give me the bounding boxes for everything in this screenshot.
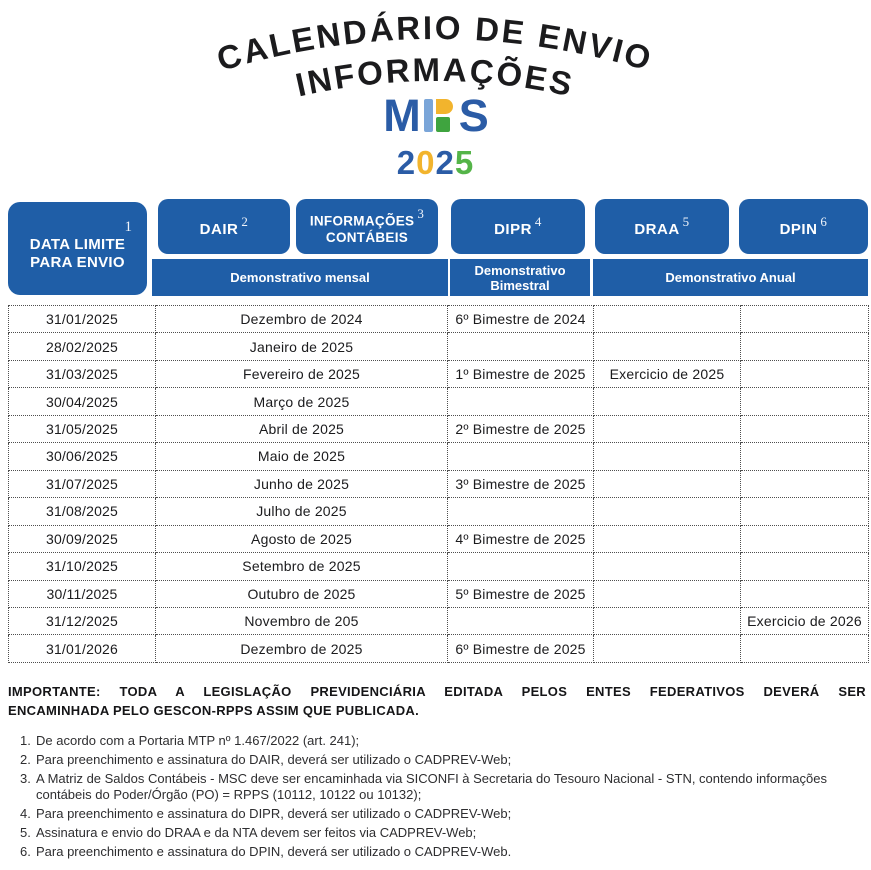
column-header-data-limite (8, 202, 147, 295)
table-row (9, 607, 869, 634)
footnote-6 (20, 844, 865, 860)
footnote-text: Para preenchimento e assinatura do DPIN, deverá ser utilizado o CADPREV-Web. (36, 843, 512, 859)
table-row (9, 470, 869, 497)
cell-date: 31/03/2025 (9, 360, 156, 387)
logo-p-glyph (424, 99, 455, 132)
column-header-label: DPIN $^6$ (779, 213, 828, 238)
footnote-ref-3: 3 (417, 205, 425, 221)
footnote-text: Assinatura e envio do DRAA e da NTA devem ser feitos via CADPREV-Web; (36, 824, 477, 840)
cell-mensal: Outubro de 2025 (156, 580, 448, 607)
column-header-informacoes-contabeis (296, 199, 438, 254)
table-row (9, 635, 869, 663)
important-notice (8, 682, 866, 720)
cell-mensal: Dezembro de 2025 (156, 635, 448, 663)
footnote-4 (20, 806, 865, 822)
year-digit: 5 (454, 144, 475, 181)
cell-dpin (741, 360, 869, 387)
table-row (9, 443, 869, 470)
column-header-label-line1: INFORMAÇÕES $^3$ (309, 205, 425, 229)
cell-draa: Exercicio de 2025 (594, 360, 741, 387)
cell-dipr (448, 553, 594, 580)
cell-dipr (448, 443, 594, 470)
cell-mensal: Abril de 2025 (156, 415, 448, 442)
footnote-ref-4: 4 (534, 213, 542, 229)
cell-draa (594, 580, 741, 607)
calendar-table (8, 305, 869, 663)
footnote-number: 6. (20, 843, 31, 859)
cell-dpin (741, 388, 869, 415)
cell-dipr: 5º Bimestre de 2025 (448, 580, 594, 607)
cell-dpin (741, 525, 869, 552)
cell-dpin: Exercicio de 2026 (741, 607, 869, 634)
cell-dipr: 3º Bimestre de 2025 (448, 470, 594, 497)
cell-dpin (741, 443, 869, 470)
cell-date: 31/07/2025 (9, 470, 156, 497)
footnote-ref-2: 2 (241, 213, 249, 229)
table-row (9, 360, 869, 387)
cell-draa (594, 553, 741, 580)
column-header-label: DAIR $^2$ (199, 213, 249, 238)
cell-dpin (741, 580, 869, 607)
band-demonstrativo-mensal: Demonstrativo mensal (152, 259, 448, 296)
cell-dpin (741, 470, 869, 497)
footnote-number: 2. (20, 752, 31, 767)
column-header-dipr (451, 199, 585, 254)
important-line1: IMPORTANTE: TODA A LEGISLAÇÃO PREVIDENCIÁRIA EDITADA PELOS ENTES FEDERATIVOS DEVERÁ SER (8, 684, 866, 699)
footnote-ref-1: 1 (124, 219, 132, 235)
cell-date: 30/04/2025 (9, 388, 156, 415)
footnote-1 (20, 733, 865, 749)
year-2025 (0, 144, 871, 182)
cell-mensal: Julho de 2025 (156, 498, 448, 525)
cell-draa (594, 415, 741, 442)
footnote-ref-6: 6 (820, 213, 828, 229)
title-line2: INFORMAÇÕES (292, 50, 578, 104)
table-row (9, 525, 869, 552)
cell-date: 30/09/2025 (9, 525, 156, 552)
cell-mensal: Setembro de 2025 (156, 553, 448, 580)
footnote-2 (20, 752, 865, 768)
table-row (9, 415, 869, 442)
cell-dipr (448, 498, 594, 525)
band-demonstrativo-anual: Demonstrativo Anual (593, 259, 868, 296)
cell-mensal: Março de 2025 (156, 388, 448, 415)
footnote-number: 4. (20, 805, 31, 821)
column-header-label: DRAA $^5$ (634, 213, 690, 238)
cell-dpin (741, 553, 869, 580)
logo-p-stem-shape (424, 99, 433, 132)
cell-dpin (741, 498, 869, 525)
cell-dipr: 6º Bimestre de 2024 (448, 306, 594, 333)
footnote-number: 1. (20, 733, 31, 748)
cell-dpin (741, 306, 869, 333)
logo-p-bowl-shape (436, 99, 453, 114)
column-header-label: DATA LIMITE PARA ENVIO (29, 236, 126, 271)
year-digit: 0 (416, 144, 436, 181)
cell-dipr: 4º Bimestre de 2025 (448, 525, 594, 552)
cell-draa (594, 306, 741, 333)
cell-draa (594, 443, 741, 470)
footnote-5 (20, 825, 865, 841)
cell-dpin (741, 635, 869, 663)
cell-dipr: 1º Bimestre de 2025 (448, 360, 594, 387)
footnote-text: Para preenchimento e assinatura do DIPR, deverá ser utilizado o CADPREV-Web; (36, 805, 512, 821)
cell-date: 30/11/2025 (9, 580, 156, 607)
logo-letter-s: S (458, 90, 488, 141)
column-header-draa (595, 199, 729, 254)
column-header-dair (158, 199, 290, 254)
cell-dipr: 2º Bimestre de 2025 (448, 415, 594, 442)
cell-date: 31/12/2025 (9, 607, 156, 634)
cell-draa (594, 607, 741, 634)
table-row (9, 498, 869, 525)
column-header-dpin (739, 199, 868, 254)
table-row (9, 553, 869, 580)
table-row (9, 306, 869, 333)
cell-dipr (448, 388, 594, 415)
cell-draa (594, 498, 741, 525)
column-header-label-line2: CONTÁBEIS (325, 230, 409, 246)
cell-draa (594, 525, 741, 552)
cell-date: 31/05/2025 (9, 415, 156, 442)
table-row (9, 580, 869, 607)
mps-logo (0, 90, 871, 141)
cell-date: 31/01/2026 (9, 635, 156, 663)
cell-mensal: Fevereiro de 2025 (156, 360, 448, 387)
cell-dipr (448, 607, 594, 634)
cell-date: 30/06/2025 (9, 443, 156, 470)
cell-date: 28/02/2025 (9, 333, 156, 360)
cell-date: 31/08/2025 (9, 498, 156, 525)
footnote-number: 5. (20, 824, 31, 840)
cell-mensal: Janeiro de 2025 (156, 333, 448, 360)
cell-mensal: Agosto de 2025 (156, 525, 448, 552)
year-digit: 2 (435, 144, 455, 181)
footnote-text: Para preenchimento e assinatura do DAIR, deverá ser utilizado o CADPREV-Web; (36, 752, 512, 767)
cell-dipr: 6º Bimestre de 2025 (448, 635, 594, 663)
footnote-ref-5: 5 (682, 213, 690, 229)
footnote-number: 3. (20, 771, 31, 786)
cell-draa (594, 333, 741, 360)
footnote-3 (20, 771, 865, 802)
title-line1: CALENDÁRIO DE ENVIO (212, 8, 658, 78)
logo-p-base-shape (436, 117, 450, 132)
cell-date: 31/01/2025 (9, 306, 156, 333)
cell-dpin (741, 415, 869, 442)
table-row (9, 333, 869, 360)
cell-mensal: Junho de 2025 (156, 470, 448, 497)
cell-mensal: Novembro de 205 (156, 607, 448, 634)
cell-mensal: Dezembro de 2024 (156, 306, 448, 333)
important-line2: ENCAMINHADA PELO GESCON-RPPS ASSIM QUE PUBLICADA. (8, 703, 419, 718)
cell-draa (594, 635, 741, 663)
footnote-text: De acordo com a Portaria MTP nº 1.467/2022 (art. 241); (36, 733, 360, 748)
cell-mensal: Maio de 2025 (156, 443, 448, 470)
year-digit: 2 (396, 144, 417, 181)
footnote-text: A Matriz de Saldos Contábeis - MSC deve ser encaminhada via SICONFI à Secretaria do Tesouro Nacional - STN, contendo informações contábeis do Poder/Órgão (PO) = RPPS (10112, 10122 ou 10132); (36, 771, 827, 802)
cell-dpin (741, 333, 869, 360)
logo-letter-m: M (383, 90, 420, 141)
footnotes-list (20, 733, 865, 863)
column-header-label: DIPR $^4$ (494, 213, 542, 238)
band-demonstrativo-bimestral: Demonstrativo Bimestral (450, 259, 590, 296)
cell-date: 31/10/2025 (9, 553, 156, 580)
table-row (9, 388, 869, 415)
cell-draa (594, 388, 741, 415)
cell-draa (594, 470, 741, 497)
cell-dipr (448, 333, 594, 360)
